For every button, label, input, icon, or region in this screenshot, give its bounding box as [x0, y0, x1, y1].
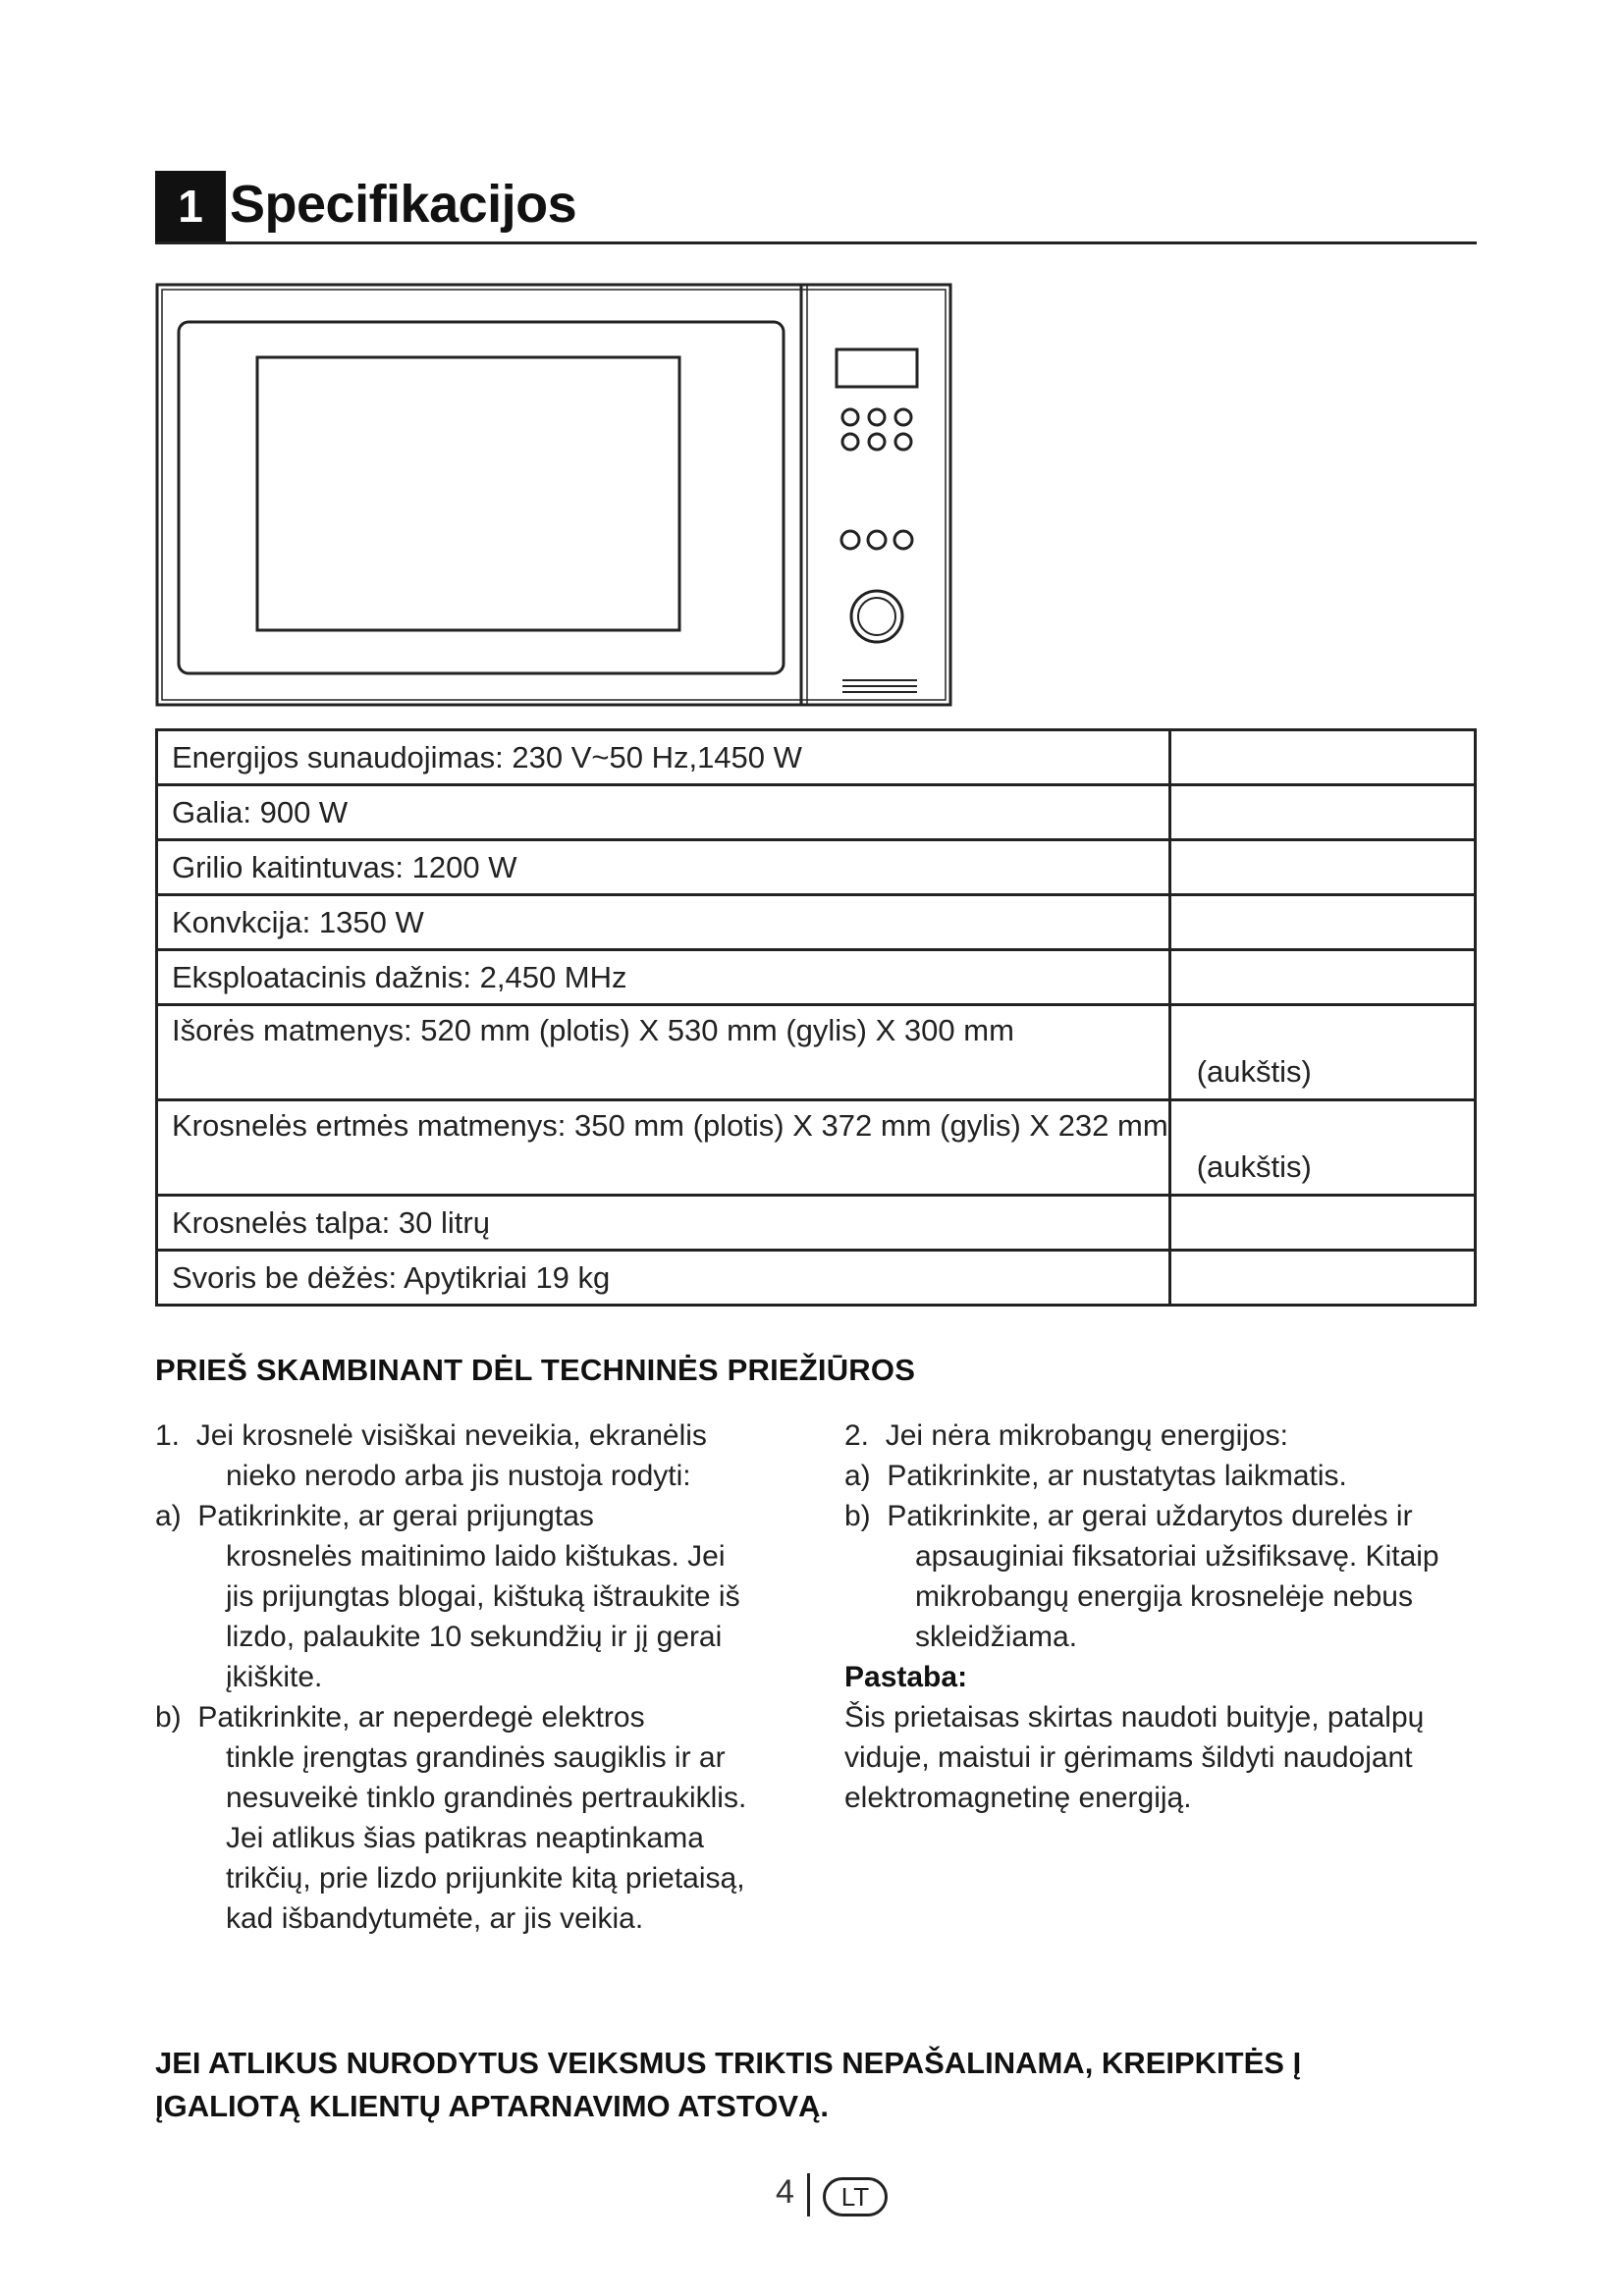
spec-row: [157, 1196, 1476, 1251]
item-text: trikčių, prie lizdo prijunkite kitą prietaisą,: [226, 1862, 745, 1895]
spec-label: Krosnelės talpa: 30 litrų: [172, 1205, 490, 1240]
microwave-oven-icon: [155, 283, 952, 709]
item-text: nesuveikė tinklo grandinės pertraukiklis.: [226, 1782, 747, 1814]
service-heading: PRIEŠ SKAMBINANT DĖL TECHNINĖS PRIEŽIŪROS: [155, 1353, 916, 1387]
item-text: kad išbandytumėte, ar jis veikia.: [226, 1902, 644, 1935]
item-letter: b): [844, 1500, 871, 1532]
specifications-table: [155, 728, 1477, 1307]
spec-label-cont: (aukštis): [1196, 1149, 1312, 1184]
troubleshoot-item-2: [844, 1415, 1492, 1456]
item-letter: a): [844, 1460, 871, 1492]
note-text: Šis prietaisas skirtas naudoti buityje, patalpų: [844, 1701, 1425, 1734]
spec-label: Svoris be dėžės: Apytikriai 19 kg: [172, 1260, 611, 1295]
spec-cell-label: [157, 785, 1170, 840]
item-letter: a): [155, 1500, 182, 1532]
spec-row: [157, 1005, 1476, 1100]
spec-cell-label: [157, 1196, 1170, 1251]
item-number: 2.: [844, 1419, 870, 1452]
spec-cell-empty: [1169, 950, 1475, 1005]
section-number: 1: [155, 171, 226, 241]
spec-cell-label: [157, 1251, 1170, 1306]
item-text: nieko nerodo arba jis nustoja rodyti:: [226, 1460, 691, 1492]
spec-row: [157, 785, 1476, 840]
spec-label: Energijos sunaudojimas: 230 V~50 Hz,1450 W: [172, 740, 802, 774]
warning-line: ĮGALIOTĄ KLIENTŲ APTARNAVIMO ATSTOVĄ.: [155, 2089, 829, 2123]
troubleshoot-item-1a: [155, 1496, 803, 1697]
spec-label: Krosnelės ertmės matmenys: 350 mm (plotis) X 372 mm (gylis) X 232 mm: [172, 1108, 1168, 1143]
troubleshoot-item-1: [155, 1415, 803, 1496]
spec-cell-label: [157, 950, 1170, 1005]
note-label: Pastaba:: [844, 1661, 968, 1693]
spec-cell-label: [157, 730, 1170, 785]
item-number: 1.: [155, 1419, 181, 1452]
item-text: mikrobangų energija krosnelėje nebus: [915, 1580, 1413, 1613]
note-text: elektromagnetinę energiją.: [844, 1782, 1192, 1814]
service-warning: [155, 2042, 1477, 2128]
spec-cell-cont: [1169, 1100, 1475, 1196]
spec-row: [157, 1100, 1476, 1196]
item-text: Patikrinkite, ar gerai uždarytos durelės ir: [887, 1500, 1413, 1532]
section-title: Specifikacijos: [230, 175, 577, 234]
troubleshoot-left-column: [155, 1415, 803, 1939]
item-text: jis prijungtas blogai, kištuką ištraukite iš: [226, 1580, 740, 1613]
warning-line: JEI ATLIKUS NURODYTUS VEIKSMUS TRIKTIS NEPAŠALINAMA, KREIPKITĖS Į: [155, 2046, 1302, 2080]
spec-row: [157, 730, 1476, 785]
item-text: Patikrinkite, ar gerai prijungtas: [197, 1500, 594, 1532]
item-text: Patikrinkite, ar neperdegė elektros: [197, 1701, 645, 1734]
spec-cell-empty: [1169, 785, 1475, 840]
spec-cell-empty: [1169, 1196, 1475, 1251]
page-footer: [776, 2171, 913, 2220]
spec-label: Grilio kaitintuvas: 1200 W: [172, 850, 517, 884]
section-header: [155, 169, 1477, 243]
item-text: Jei krosnelė visiškai neveikia, ekranėlis: [195, 1419, 707, 1452]
spec-label: Eksploatacinis dažnis: 2,450 MHz: [172, 960, 627, 994]
spec-label-cont: (aukštis): [1196, 1054, 1312, 1089]
spec-cell-cont: [1169, 1005, 1475, 1100]
footer-separator: [807, 2173, 810, 2216]
spec-cell-label: [157, 840, 1170, 895]
spec-label: Konvkcija: 1350 W: [172, 905, 424, 939]
item-text: krosnelės maitinimo laido kištukas. Jei: [226, 1540, 726, 1573]
troubleshoot-item-2a: [844, 1456, 1492, 1496]
item-text: Patikrinkite, ar nustatytas laikmatis.: [887, 1460, 1347, 1492]
item-text: apsauginiai fiksatoriai užsifiksavę. Kitaip: [915, 1540, 1439, 1573]
spec-cell-empty: [1169, 895, 1475, 950]
spec-row: [157, 840, 1476, 895]
spec-row: [157, 950, 1476, 1005]
item-text: skleidžiama.: [915, 1621, 1078, 1653]
spec-cell-label: [157, 1005, 1170, 1100]
spec-cell-empty: [1169, 840, 1475, 895]
item-text: Jei atlikus šias patikras neaptinkama: [226, 1822, 704, 1854]
troubleshoot-right-column: [844, 1415, 1492, 1818]
spec-label: Išorės matmenys: 520 mm (plotis) X 530 mm (gylis) X 300 mm: [172, 1013, 1014, 1047]
spec-cell-label: [157, 895, 1170, 950]
spec-label: Galia: 900 W: [172, 795, 349, 829]
note-text: viduje, maistui ir gėrimams šildyti naudojant: [844, 1741, 1413, 1774]
spec-cell-empty: [1169, 1251, 1475, 1306]
spec-cell-empty: [1169, 730, 1475, 785]
spec-cell-label: [157, 1100, 1170, 1196]
language-badge: LT: [823, 2177, 888, 2216]
page-number: 4: [776, 2173, 794, 2211]
header-divider: [155, 241, 1477, 244]
note-block: [844, 1657, 1492, 1818]
item-text: Jei nėra mikrobangų energijos:: [885, 1419, 1288, 1452]
item-letter: b): [155, 1701, 182, 1734]
item-text: įkiškite.: [226, 1661, 323, 1693]
troubleshoot-item-2b: [844, 1496, 1492, 1657]
troubleshoot-item-1b: [155, 1697, 803, 1939]
spec-row: [157, 895, 1476, 950]
spec-row: [157, 1251, 1476, 1306]
item-text: lizdo, palaukite 10 sekundžių ir jį gerai: [226, 1621, 723, 1653]
item-text: tinkle įrengtas grandinės saugiklis ir ar: [226, 1741, 726, 1774]
